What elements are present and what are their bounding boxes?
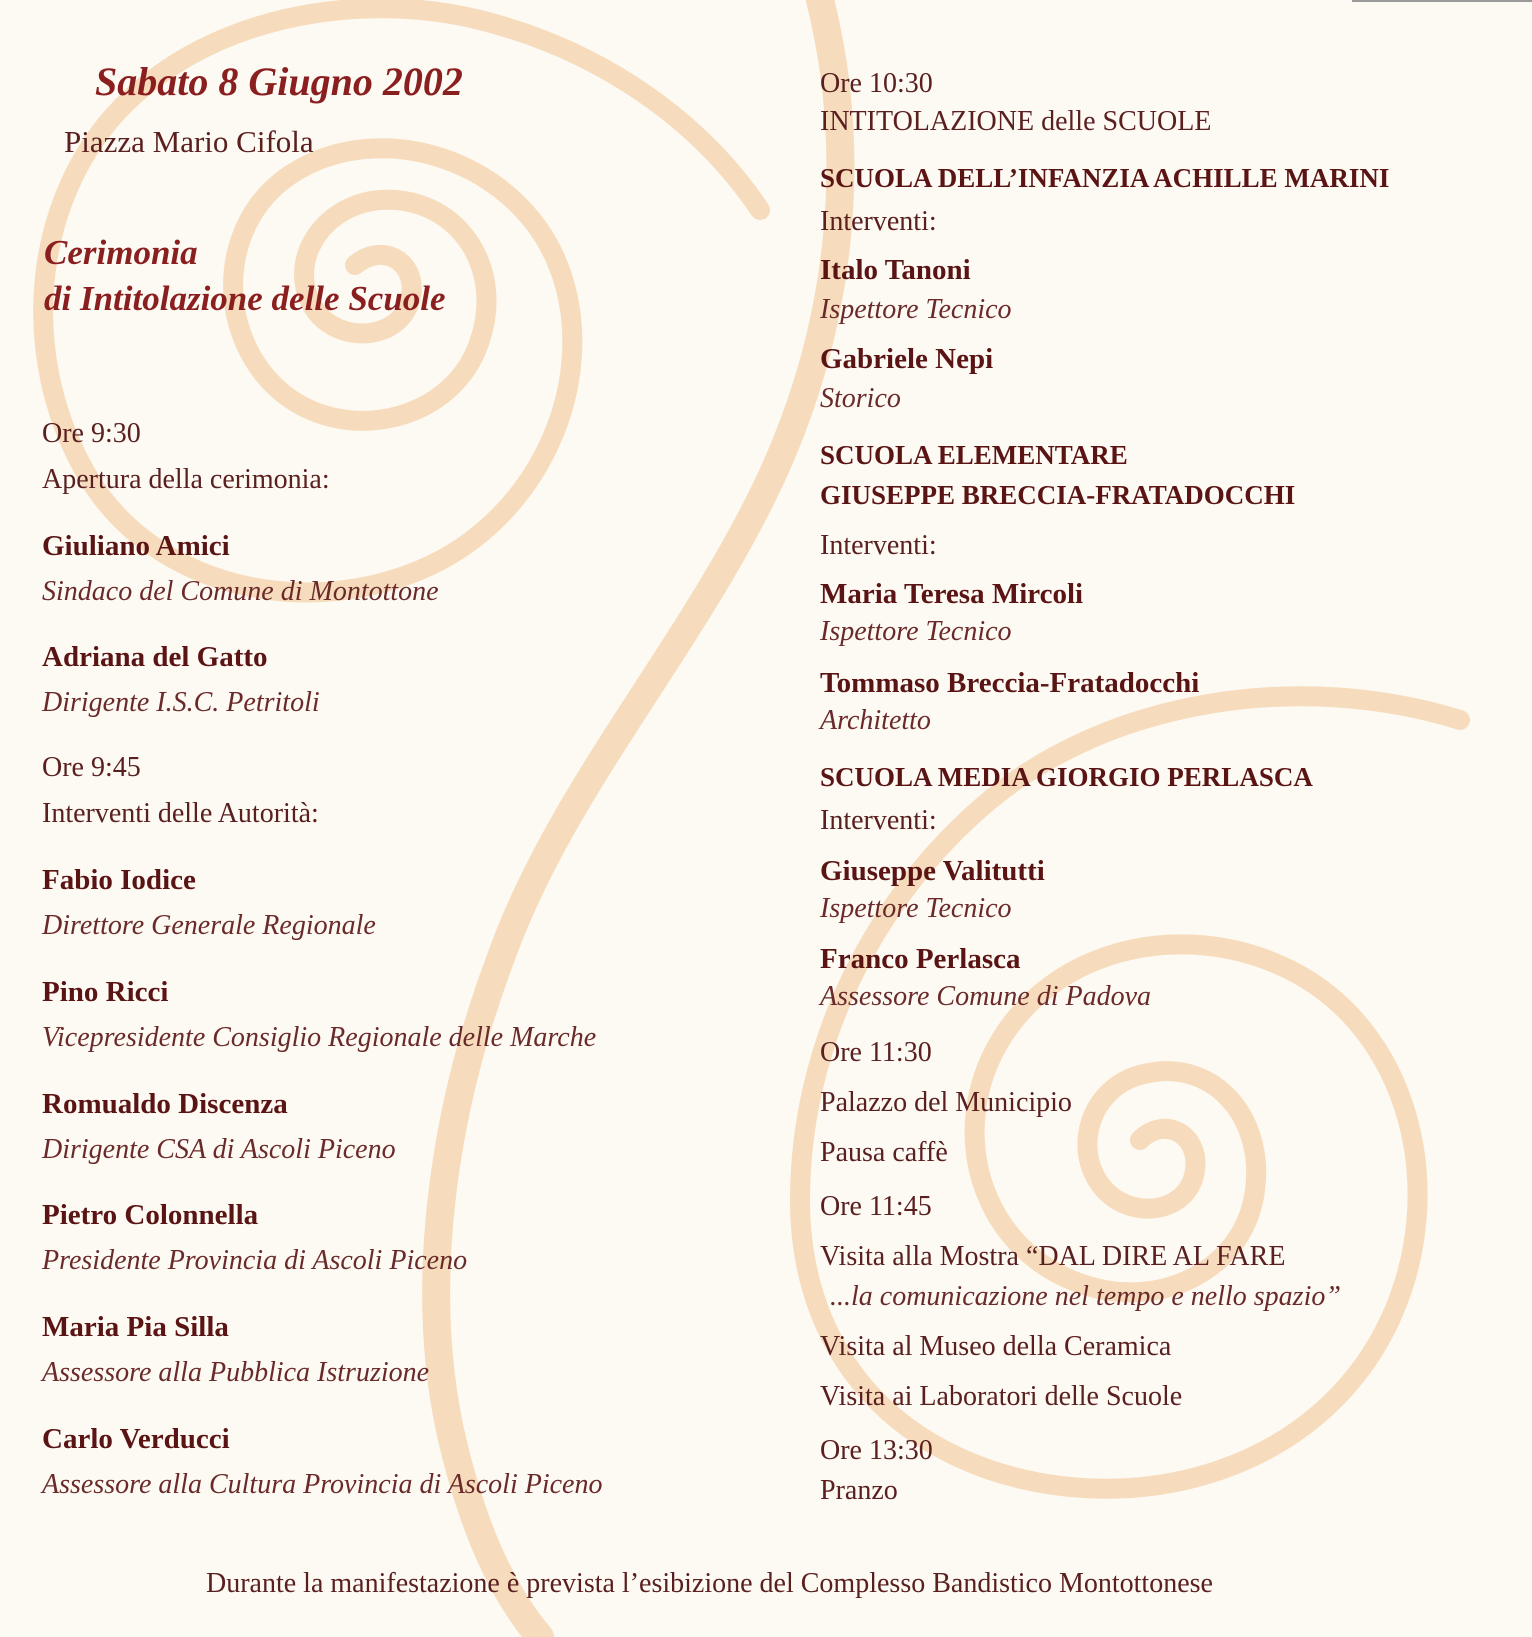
school-heading-line-2: GIUSEPPE BRECCIA-FRATADOCCHI: [820, 480, 1296, 510]
speaker-role: Sindaco del Comune di Montottone: [42, 576, 439, 607]
time-1330: Ore 13:30: [820, 1435, 933, 1466]
speaker-name: Fabio Iodice: [42, 864, 196, 896]
speaker-name: Romualdo Discenza: [42, 1088, 288, 1120]
subtitle-line-2: di Intitolazione delle Scuole: [44, 279, 446, 318]
time-945: Ore 9:45: [42, 752, 141, 783]
speaker-role: Storico: [820, 383, 901, 414]
speaker-role: Architetto: [820, 705, 931, 736]
schedule-item: Visita al Museo della Ceramica: [820, 1331, 1172, 1362]
time-1030: Ore 10:30: [820, 68, 933, 99]
speaker-name: Gabriele Nepi: [820, 343, 994, 375]
time-1145: Ore 11:45: [820, 1191, 932, 1222]
interventions-label: Interventi:: [820, 530, 937, 561]
speaker-name: Pino Ricci: [42, 976, 169, 1008]
top-right-rule: [1352, 0, 1532, 10]
speaker-name: Giuliano Amici: [42, 530, 230, 562]
speaker-role: Ispettore Tecnico: [820, 294, 1012, 325]
speaker-role: Ispettore Tecnico: [820, 616, 1012, 647]
speaker-role: Assessore alla Cultura Provincia di Ascoli Piceno: [42, 1469, 603, 1500]
speaker-role: Presidente Provincia di Ascoli Piceno: [42, 1245, 468, 1276]
spiral-large-arc: [436, 0, 840, 1637]
speaker-role: Dirigente CSA di Ascoli Piceno: [42, 1134, 396, 1165]
school-heading-line-1: SCUOLA ELEMENTARE: [820, 440, 1128, 470]
speaker-name: Italo Tanoni: [820, 254, 971, 286]
schedule-item: Visita ai Laboratori delle Scuole: [820, 1381, 1183, 1412]
speaker-role: Dirigente I.S.C. Petritoli: [42, 687, 320, 718]
speaker-role: Assessore alla Pubblica Istruzione: [42, 1357, 430, 1388]
speaker-name: Giuseppe Valitutti: [820, 855, 1045, 887]
opening-label: Apertura della cerimonia:: [42, 464, 330, 495]
school-heading: SCUOLA DELL’INFANZIA ACHILLE MARINI: [820, 163, 1390, 193]
interventions-label: Interventi:: [820, 206, 937, 237]
naming-label: INTITOLAZIONE delle SCUOLE: [820, 106, 1212, 137]
speaker-name: Pietro Colonnella: [42, 1199, 259, 1231]
speaker-name: Maria Teresa Mircoli: [820, 578, 1084, 610]
interventions-label: Interventi:: [820, 805, 937, 836]
schedule-item: Pausa caffè: [820, 1137, 948, 1168]
event-place: Piazza Mario Cifola: [64, 124, 314, 159]
speaker-role: Vicepresidente Consiglio Regionale delle Marche: [42, 1022, 597, 1053]
school-heading: SCUOLA MEDIA GIORGIO PERLASCA: [820, 762, 1313, 792]
school-heading: [820, 435, 1295, 515]
speaker-name: Tommaso Breccia-Fratadocchi: [820, 667, 1200, 699]
speaker-role: Ispettore Tecnico: [820, 893, 1012, 924]
footer-note: Durante la manifestazione è prevista l’esibizione del Complesso Bandistico Montottonese: [206, 1568, 1213, 1599]
schedule-item: Pranzo: [820, 1475, 898, 1506]
ceremony-subtitle: [44, 230, 446, 322]
speaker-name: Franco Perlasca: [820, 943, 1021, 975]
exhibition-subtitle: ...la comunicazione nel tempo e nello spazio”: [830, 1281, 1341, 1312]
page-title: Sabato 8 Giugno 2002: [95, 59, 463, 104]
speaker-name: Carlo Verducci: [42, 1423, 230, 1455]
authorities-label: Interventi delle Autorità:: [42, 798, 319, 829]
speaker-name: Adriana del Gatto: [42, 641, 268, 673]
time-1130: Ore 11:30: [820, 1037, 932, 1068]
time-930: Ore 9:30: [42, 418, 141, 449]
subtitle-line-1: Cerimonia: [44, 233, 198, 272]
speaker-name: Maria Pia Silla: [42, 1311, 229, 1343]
speaker-role: Direttore Generale Regionale: [42, 910, 376, 941]
schedule-item: Visita alla Mostra “DAL DIRE AL FARE: [820, 1241, 1286, 1272]
schedule-item: Palazzo del Municipio: [820, 1087, 1072, 1118]
speaker-role: Assessore Comune di Padova: [820, 981, 1152, 1012]
